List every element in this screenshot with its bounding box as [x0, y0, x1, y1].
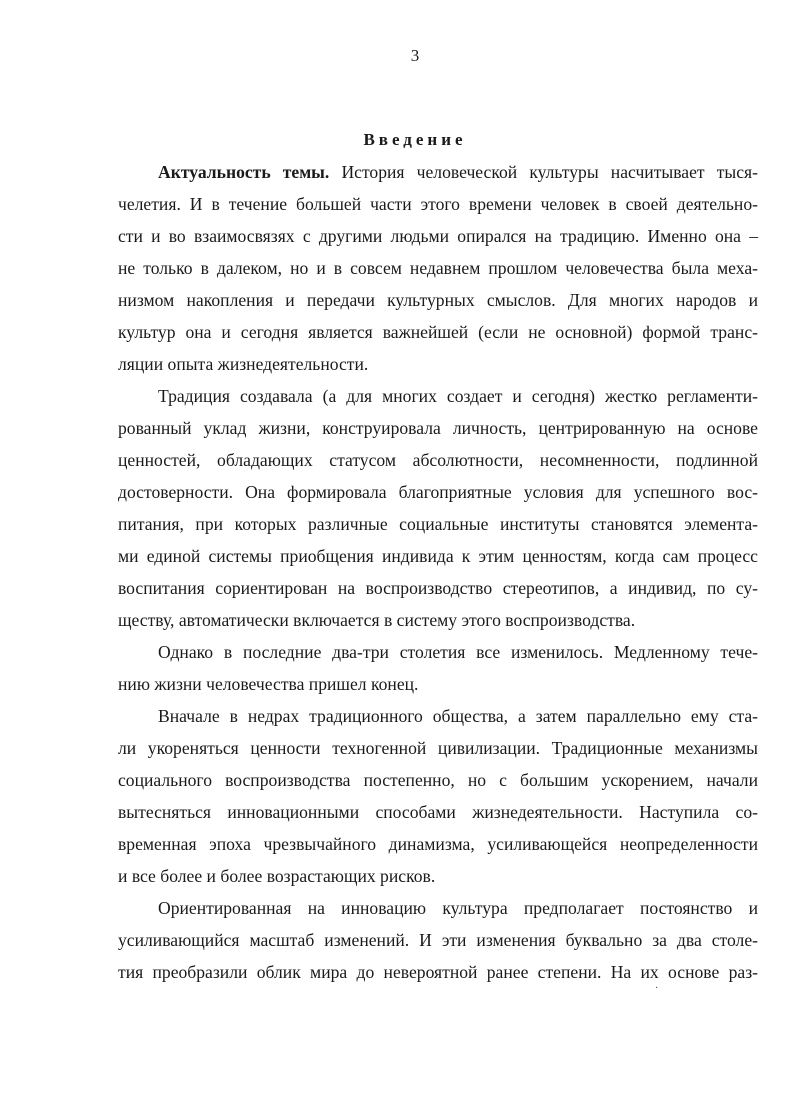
text-line: Традиция создавала (а для многих создает и сегодня) жестко регламенти-	[158, 386, 758, 406]
text-line: вытесняться инновационными способами жизнедеятельности. Наступила со-	[118, 802, 758, 822]
page-number: 3	[410, 46, 420, 65]
text-line: социального воспроизводства постепенно, но с большим ускорением, начали	[118, 770, 758, 790]
text-line: ли укореняться ценности техногенной цивилизации. Традиционные механизмы	[118, 738, 758, 758]
lead-bold-text: Актуальность темы.	[158, 162, 330, 182]
text-line: временная эпоха чрезвычайного динамизма, усиливающейся неопределенности	[118, 834, 758, 854]
text-line: рованный уклад жизни, конструировала личность, центрированную на основе	[118, 418, 758, 438]
text-line: нию жизни человечества пришел конец.	[118, 674, 419, 694]
text-line: усиливающийся масштаб изменений. И эти изменения буквально за два столе-	[118, 930, 758, 950]
text-line: ществу, автоматически включается в систему этого воспроизводства.	[118, 610, 636, 630]
text-line: культур она и сегодня является важнейшей (если не основной) формой транс-	[118, 322, 758, 342]
text-line: воспитания сориентирован на воспроизводство стереотипов, а индивид, по су-	[118, 578, 758, 598]
text-line: тия преобразили облик мира до невероятной ранее степени. На их основе раз-	[118, 962, 758, 982]
text-line: ценностей, обладающих статусом абсолютности, несомненности, подлинной	[118, 450, 758, 470]
text-line: ляции опыта жизнедеятельности.	[118, 354, 369, 374]
text-line: ми единой системы приобщения индивида к этим ценностям, когда сам процесс	[118, 546, 758, 566]
text-line: Ориентированная на инновацию культура предполагает постоянство и	[158, 898, 758, 918]
text-line: и все более и более возрастающих рисков.	[118, 866, 436, 886]
text-line: питания, при которых различные социальные институты становятся элемента-	[118, 514, 758, 534]
text-line: челетия. И в течение большей части этого времени человек в своей деятельно-	[118, 194, 758, 214]
text-line: достоверности. Она формировала благоприятные условия для успешного вос-	[118, 482, 758, 502]
section-heading: Введение	[363, 130, 467, 149]
scan-speck: ·	[655, 983, 659, 994]
text-line: Вначале в недрах традиционного общества, а затем параллельно ему ста-	[158, 706, 758, 726]
text-line: низмом накопления и передачи культурных смыслов. Для многих народов и	[118, 290, 758, 310]
text-line: не только в далеком, но и в совсем недавнем прошлом человечества была меха-	[118, 258, 758, 278]
text-line: Однако в последние два-три столетия все изменилось. Медленному тече-	[158, 642, 758, 662]
text-line: сти и во взаимосвязях с другими людьми опирался на традицию. Именно она –	[118, 226, 758, 246]
text-line: Актуальность темы. История человеческой культуры насчитывает тыся-	[158, 162, 758, 182]
